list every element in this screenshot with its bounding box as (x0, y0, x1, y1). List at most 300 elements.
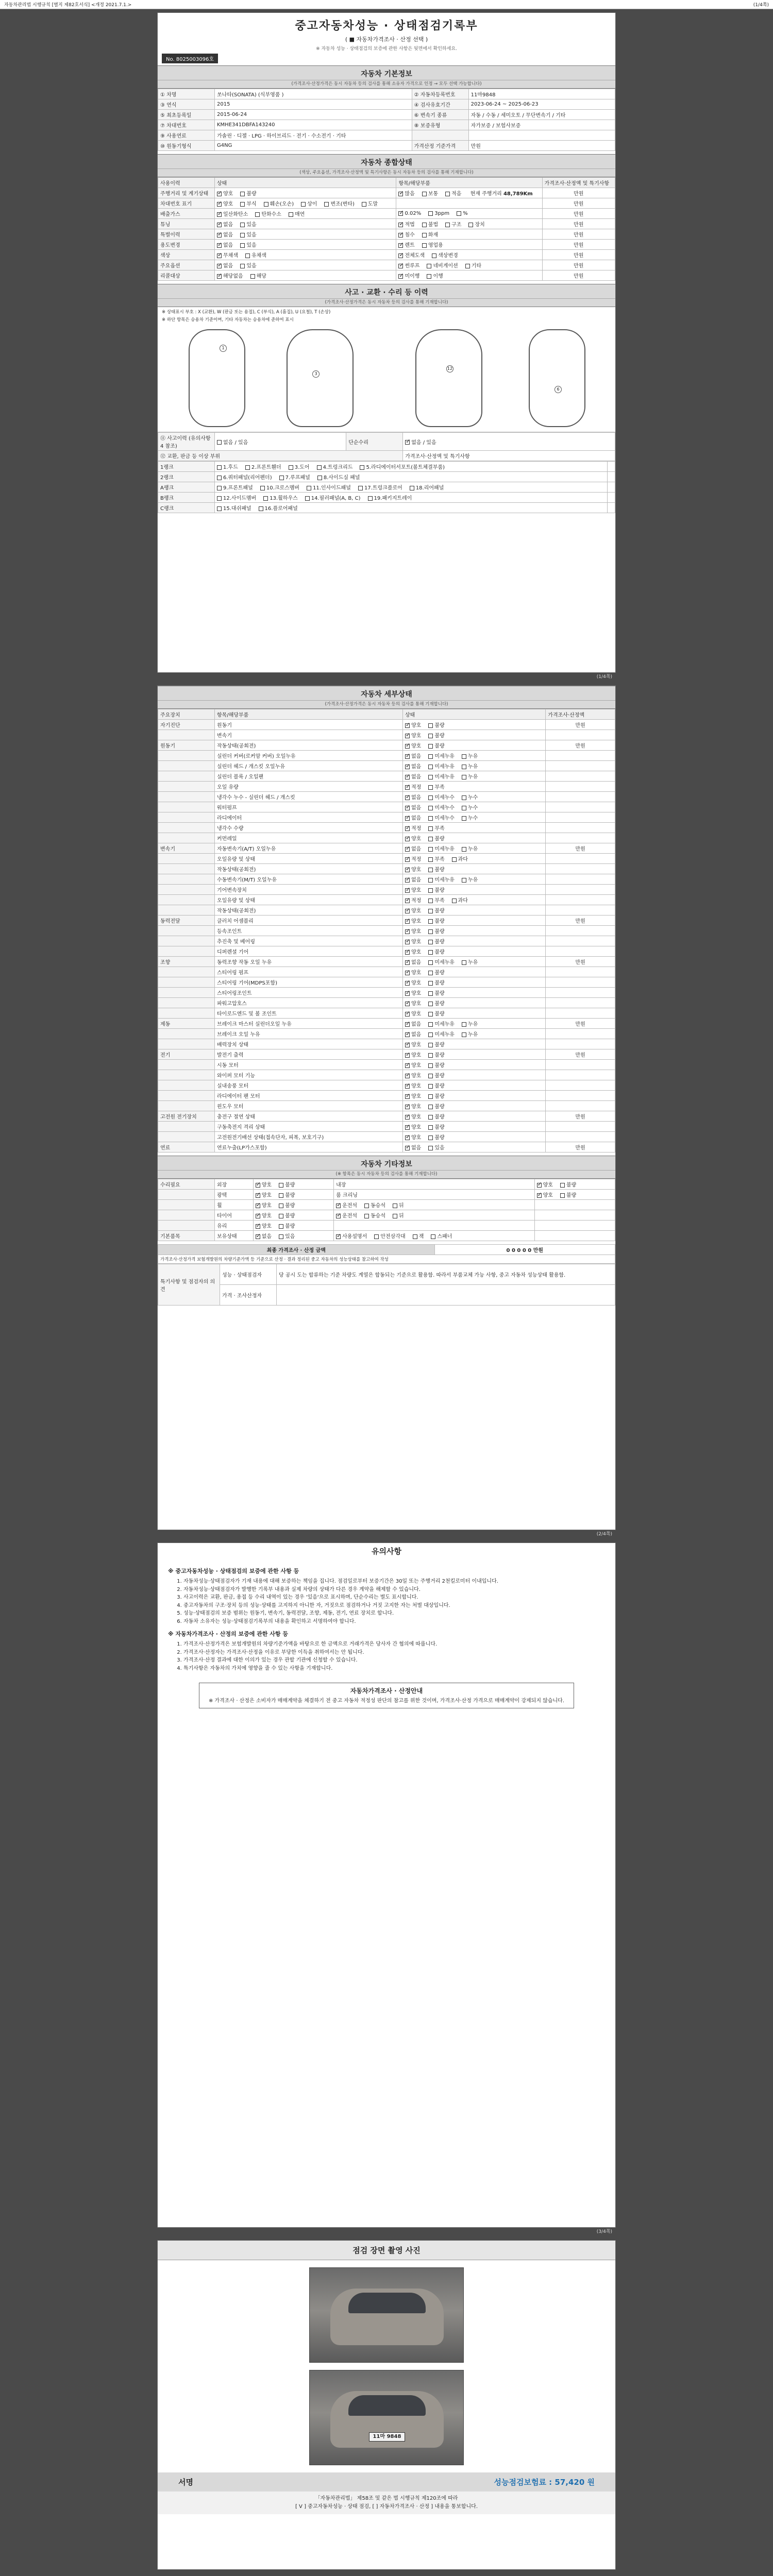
checkbox[interactable] (240, 192, 245, 196)
checkbox[interactable] (405, 909, 410, 913)
device-item: 타이로드엔드 및 볼 조인트 (215, 1008, 403, 1019)
checkbox[interactable] (398, 253, 403, 258)
notice-item: 4. 중고자동차의 구조·장치 등의 성능·상태를 고지하지 아니한 자, 거짓으로 점검하거나 거짓 고지한 자는 처벌 대상입니다. (183, 1602, 598, 1610)
checkbox[interactable] (405, 1094, 410, 1099)
checkbox[interactable] (336, 1214, 341, 1218)
device-state (402, 998, 545, 1008)
caution-body (158, 1557, 615, 1677)
field-label: ⑦ 차대번호 (158, 120, 215, 130)
checkbox[interactable] (217, 274, 222, 279)
option-label: 양호 (411, 1104, 422, 1110)
field-label: ⑧ 보증유형 (412, 120, 468, 130)
checkbox[interactable] (324, 202, 329, 207)
checkbox[interactable] (428, 1074, 433, 1078)
checkbox[interactable] (428, 744, 433, 749)
device-group: 자기진단 (158, 720, 215, 730)
device-item: 배력장치 상태 (215, 1039, 403, 1049)
detail-row (158, 1049, 615, 1060)
checkbox[interactable] (263, 496, 268, 501)
checkbox[interactable] (427, 274, 431, 279)
field-label: ⑨ 사용연료 (158, 130, 215, 141)
checkbox[interactable] (428, 723, 433, 728)
checkbox[interactable] (428, 1105, 433, 1109)
checkbox[interactable] (537, 1193, 542, 1198)
option-label: 미세누유 (434, 846, 455, 852)
summary-note: 만원 (542, 209, 615, 219)
checkbox[interactable] (240, 233, 245, 238)
option-label: 미세누수 (434, 795, 455, 801)
checkbox[interactable] (398, 211, 403, 216)
summary-heading: 자동차 종합상태 (158, 154, 615, 169)
option-label: 누수 (467, 805, 478, 811)
checkbox[interactable] (428, 857, 433, 862)
special-notes-table (158, 1264, 615, 1306)
checkbox[interactable] (279, 1183, 283, 1188)
summary-key: 주행거리 및 계기상태 (158, 188, 215, 198)
device-state (402, 751, 545, 761)
detail-row (158, 998, 615, 1008)
checkbox[interactable] (445, 192, 450, 196)
checkbox[interactable] (405, 826, 410, 831)
checkbox[interactable] (358, 486, 363, 490)
device-item: 브레이크 오일 누유 (215, 1029, 403, 1039)
price-subheading: ※ 자동차가격조사 · 산정의 보증에 관한 사항 등 (168, 1631, 288, 1638)
detail-row (158, 761, 615, 771)
checkbox[interactable] (462, 765, 466, 769)
checkbox[interactable] (428, 785, 433, 790)
checkbox[interactable] (428, 806, 433, 810)
device-price (546, 1029, 615, 1039)
checkbox[interactable] (428, 878, 433, 883)
checkbox[interactable] (405, 1105, 410, 1109)
checkbox[interactable] (289, 465, 293, 470)
checkbox[interactable] (217, 506, 222, 511)
checkbox[interactable] (301, 202, 306, 207)
option-label: 누유 (467, 754, 478, 759)
device-group (158, 802, 215, 812)
checkbox[interactable] (462, 816, 466, 821)
checkbox[interactable] (405, 744, 410, 749)
device-price (546, 874, 615, 885)
checkbox[interactable] (428, 847, 433, 852)
checkbox[interactable] (462, 806, 466, 810)
device-state (402, 761, 545, 771)
checkbox[interactable] (368, 496, 373, 501)
insurance-fee: 성능점검보험료 : 57,420 원 (494, 2478, 595, 2487)
checkbox[interactable] (398, 192, 403, 196)
detail-row (158, 771, 615, 782)
checkbox[interactable] (405, 1115, 410, 1120)
option-label: 양호 (411, 1042, 422, 1048)
accident-history-label: ⑪ 사고이력 (유의사항 4 참조) (158, 433, 215, 451)
mileage-label: 현재 주행거리 (468, 191, 503, 197)
checkbox[interactable] (462, 960, 466, 965)
checkbox[interactable] (405, 1043, 410, 1047)
option-label: 탄화수소 (261, 212, 281, 217)
option-label: 적법 (405, 222, 415, 228)
device-state (402, 967, 545, 977)
checkbox[interactable] (317, 465, 322, 470)
part-label: 19.패키지트레이 (374, 496, 412, 501)
checkbox[interactable] (405, 754, 410, 759)
checkbox[interactable] (432, 253, 436, 258)
photo-heading: 점검 장면 촬영 사진 (158, 2241, 615, 2260)
checkbox[interactable] (405, 1084, 410, 1089)
checkbox[interactable] (428, 837, 433, 841)
other-state (253, 1200, 333, 1210)
checkbox[interactable] (560, 1193, 565, 1198)
checkbox[interactable] (452, 899, 457, 903)
checkbox[interactable] (462, 847, 466, 852)
rank-label: B랭크 (158, 493, 215, 503)
option-label: 미세누수 (434, 805, 455, 811)
checkbox[interactable] (428, 1053, 433, 1058)
checkbox[interactable] (240, 264, 245, 268)
checkbox[interactable] (405, 734, 410, 738)
checkbox[interactable] (259, 506, 263, 511)
checkbox[interactable] (462, 754, 466, 759)
checkbox[interactable] (260, 486, 265, 490)
checkbox[interactable] (428, 960, 433, 965)
option-label: 운전석 (342, 1203, 358, 1209)
device-group (158, 1070, 215, 1080)
checkbox[interactable] (336, 1204, 341, 1208)
device-item: 오일 유량 (215, 782, 403, 792)
checkbox[interactable] (305, 496, 310, 501)
checkbox[interactable] (405, 1012, 410, 1016)
checkbox[interactable] (428, 1002, 433, 1006)
checkbox[interactable] (405, 899, 410, 903)
checkbox[interactable] (256, 1224, 260, 1229)
checkbox[interactable] (462, 1022, 466, 1027)
summary-note: 만원 (542, 188, 615, 198)
checkbox[interactable] (405, 795, 410, 800)
checkbox[interactable] (537, 1183, 542, 1188)
checkbox[interactable] (398, 223, 403, 227)
checkbox[interactable] (428, 1032, 433, 1037)
checkbox[interactable] (428, 991, 433, 996)
checkbox[interactable] (217, 465, 222, 470)
checkbox[interactable] (279, 1204, 283, 1208)
checkbox[interactable] (336, 1234, 341, 1239)
checkbox[interactable] (240, 243, 245, 248)
rank-row (158, 482, 615, 493)
part-label: 5.라디에이터서포트(볼트체결부품) (366, 465, 445, 470)
checkbox[interactable] (422, 233, 427, 238)
field-value: 2015 (215, 99, 412, 110)
summary-note: 만원 (542, 240, 615, 250)
checkbox[interactable] (405, 1063, 410, 1068)
checkbox[interactable] (428, 950, 433, 955)
other-group: 수리필요 (158, 1179, 215, 1190)
checkbox[interactable] (240, 202, 245, 207)
other-item-2 (334, 1221, 535, 1231)
checkbox[interactable] (428, 909, 433, 913)
checkbox[interactable] (405, 1074, 410, 1078)
checkbox[interactable] (398, 233, 403, 238)
checkbox[interactable] (245, 253, 250, 258)
checkbox[interactable] (422, 243, 427, 248)
checkbox[interactable] (428, 1022, 433, 1027)
checkbox[interactable] (428, 775, 433, 779)
checkbox[interactable] (428, 940, 433, 944)
checkbox[interactable] (217, 233, 222, 238)
checkbox[interactable] (405, 868, 410, 872)
checkbox[interactable] (364, 1214, 369, 1218)
checkbox[interactable] (405, 919, 410, 924)
checkbox[interactable] (428, 1146, 433, 1150)
checkbox[interactable] (413, 1234, 417, 1239)
checkbox[interactable] (217, 253, 222, 258)
option-label: 양호 (411, 836, 422, 842)
checkbox[interactable] (410, 486, 414, 490)
field-value: G4NG (215, 141, 412, 151)
part-label: 12.사이드멤버 (223, 496, 257, 501)
checkbox[interactable] (405, 847, 410, 852)
notice-item: 3. 사고이력은 교환, 판금, 용접 등 수리 내역이 있는 경우 '있음'으로 표시하며, 단순수리는 별도 표시합니다. (183, 1594, 598, 1602)
checkbox[interactable] (405, 1146, 410, 1150)
checkbox[interactable] (279, 1224, 283, 1229)
option-label: 스패너 (437, 1234, 452, 1240)
checkbox[interactable] (405, 940, 410, 944)
checkbox[interactable] (428, 981, 433, 986)
checkbox[interactable] (457, 211, 461, 216)
checkbox[interactable] (256, 1193, 260, 1198)
notice-item: 3. 가격조사·산정 결과에 대한 이의가 있는 경우 관할 기관에 신청할 수 있습니다. (183, 1656, 598, 1665)
device-group (158, 967, 215, 977)
checkbox[interactable] (428, 754, 433, 759)
checkbox[interactable] (405, 806, 410, 810)
option-label: 안전삼각대 (380, 1234, 406, 1240)
checkbox[interactable] (279, 1234, 283, 1239)
checkbox[interactable] (405, 929, 410, 934)
option-label: 불량 (434, 888, 445, 893)
checkbox[interactable] (462, 775, 466, 779)
option-label: 불량 (434, 929, 445, 935)
checkbox[interactable] (217, 202, 222, 207)
option-label: 없음 (411, 816, 422, 821)
checkbox[interactable] (405, 981, 410, 986)
checkbox[interactable] (393, 1204, 397, 1208)
checkbox[interactable] (428, 1125, 433, 1130)
part-label: 4.트렁크리드 (323, 465, 353, 470)
option-label: 적정 (411, 785, 422, 790)
checkbox[interactable] (428, 1115, 433, 1120)
checkbox[interactable] (264, 202, 268, 207)
checkbox[interactable] (317, 476, 322, 480)
basic-info-row (158, 120, 615, 130)
checkbox[interactable] (427, 264, 431, 268)
checkbox[interactable] (405, 1125, 410, 1130)
checkbox[interactable] (217, 476, 222, 480)
checkbox[interactable] (217, 486, 222, 490)
checkbox[interactable] (428, 816, 433, 821)
checkbox[interactable] (428, 868, 433, 872)
checkbox[interactable] (398, 243, 403, 248)
other-item-2: 룸 크리닝 (334, 1190, 535, 1200)
checkbox[interactable] (374, 1234, 379, 1239)
checkbox[interactable] (428, 765, 433, 769)
checkbox[interactable] (405, 991, 410, 996)
checkbox[interactable] (445, 223, 450, 227)
checkbox[interactable] (245, 465, 250, 470)
checkbox[interactable] (462, 878, 466, 883)
device-state (402, 1008, 545, 1019)
checkbox[interactable] (405, 785, 410, 790)
option-label: 있음 (246, 232, 257, 238)
checkbox[interactable] (405, 878, 410, 883)
checkbox[interactable] (217, 223, 222, 227)
other-note: (※ 항목은 동시 자동차 등의 검사를 통해 기재합니다) (158, 1171, 615, 1179)
checkbox[interactable] (255, 212, 260, 217)
checkbox[interactable] (405, 888, 410, 893)
final-price-table (158, 1244, 615, 1264)
checkbox[interactable] (452, 857, 457, 862)
checkbox[interactable] (279, 1214, 283, 1218)
checkbox[interactable] (428, 795, 433, 800)
device-group: 고전원 전기장치 (158, 1111, 215, 1122)
device-price (546, 782, 615, 792)
checkbox[interactable] (428, 971, 433, 975)
checkbox[interactable] (405, 950, 410, 955)
summary-table (158, 177, 615, 281)
option-label: 해당없음 (223, 274, 243, 279)
car-frame-diagram (415, 329, 482, 427)
checkbox[interactable] (405, 1053, 410, 1058)
checkbox[interactable] (362, 202, 366, 207)
checkbox[interactable] (217, 496, 222, 501)
checkbox[interactable] (256, 1214, 260, 1218)
detail-row (158, 740, 615, 751)
checkbox[interactable] (279, 476, 284, 480)
checkbox[interactable] (428, 1094, 433, 1099)
checkbox[interactable] (405, 1022, 410, 1027)
field-label: ② 자동차등록번호 (412, 89, 468, 99)
checkbox[interactable] (428, 211, 433, 216)
checkbox[interactable] (428, 1063, 433, 1068)
checkbox[interactable] (422, 192, 427, 196)
summary-item (396, 209, 542, 219)
device-price (546, 1122, 615, 1132)
checkbox[interactable] (307, 486, 311, 490)
checkbox[interactable] (405, 723, 410, 728)
other-group (158, 1200, 215, 1210)
option-label: 불량 (285, 1224, 295, 1229)
checkbox[interactable] (428, 888, 433, 893)
checkbox[interactable] (398, 274, 403, 279)
checkbox[interactable] (393, 1214, 397, 1218)
checkbox[interactable] (279, 1193, 283, 1198)
device-price (546, 885, 615, 895)
option-label: 불량 (434, 867, 445, 873)
checkbox[interactable] (405, 837, 410, 841)
option-label: 화재 (428, 232, 439, 238)
checkbox[interactable] (428, 929, 433, 934)
checkbox[interactable] (405, 1136, 410, 1140)
option-label: 많음 (405, 191, 415, 197)
detail-note: (가격조사·산정가격은 동시 자동차 등의 검사를 통해 기재합니다) (158, 701, 615, 709)
option-label: 양호 (411, 723, 422, 728)
device-state (402, 905, 545, 916)
checkbox[interactable] (462, 795, 466, 800)
summary-item (396, 250, 542, 260)
option-label: 과다 (458, 898, 468, 904)
detail-row (158, 936, 615, 946)
checkbox[interactable] (428, 919, 433, 924)
checkbox[interactable] (217, 212, 222, 217)
checkbox[interactable] (428, 1136, 433, 1140)
checkbox[interactable] (405, 1032, 410, 1037)
checkbox[interactable] (250, 274, 255, 279)
part-label: 6.쿼터패널(리어펜더) (223, 475, 272, 481)
checkbox[interactable] (405, 1002, 410, 1006)
checkbox[interactable] (405, 857, 410, 862)
checkbox[interactable] (398, 264, 403, 268)
checkbox[interactable] (240, 223, 245, 227)
checkbox[interactable] (217, 243, 222, 248)
checkbox[interactable] (428, 734, 433, 738)
detail-row (158, 1142, 615, 1153)
checkbox[interactable] (465, 264, 470, 268)
checkbox[interactable] (405, 816, 410, 821)
summary-state (215, 260, 396, 270)
checkbox[interactable] (405, 971, 410, 975)
checkbox[interactable] (405, 775, 410, 779)
device-price (546, 1039, 615, 1049)
summary-key: 주요옵션 (158, 260, 215, 270)
option-label: 없음 (411, 1032, 422, 1038)
device-item: 냉각수 수량 (215, 823, 403, 833)
checkbox[interactable] (289, 212, 293, 217)
checkbox[interactable] (256, 1204, 260, 1208)
checkbox[interactable] (560, 1183, 565, 1188)
other-row (158, 1231, 615, 1241)
checkbox[interactable] (428, 1084, 433, 1089)
checkbox[interactable] (462, 1032, 466, 1037)
final-price-note: 가격조사·산정가격 보험개발원의 차량기준가액 등 기준으로 산정 · 결과 정리된 중고 자동차의 성능상태를 참고하여 작성 (158, 1255, 615, 1264)
checkbox[interactable] (468, 223, 473, 227)
device-group (158, 854, 215, 864)
checkbox[interactable] (428, 899, 433, 903)
detail-row (158, 946, 615, 957)
checkbox[interactable] (364, 1204, 369, 1208)
field-value: 11마9848 (468, 89, 615, 99)
checkbox[interactable] (428, 1012, 433, 1016)
checkbox[interactable] (428, 1043, 433, 1047)
checkbox[interactable] (256, 1183, 260, 1188)
checkbox[interactable] (422, 223, 427, 227)
part-label: 3.도어 (294, 465, 310, 470)
option-label: 사용설명서 (342, 1234, 367, 1240)
device-state (402, 802, 545, 812)
checkbox[interactable] (360, 465, 364, 470)
option-label: 없음 (411, 795, 422, 801)
checkbox[interactable] (217, 264, 222, 268)
checkbox[interactable] (405, 765, 410, 769)
checkbox[interactable] (405, 960, 410, 965)
checkbox[interactable] (428, 826, 433, 831)
summary-row (158, 229, 615, 240)
device-group (158, 874, 215, 885)
checkbox[interactable] (431, 1234, 435, 1239)
device-state (402, 854, 545, 864)
device-group (158, 1080, 215, 1091)
option-label: 훼손(오손) (270, 201, 294, 207)
option-label: 양호 (411, 743, 422, 749)
checkbox[interactable] (217, 192, 222, 196)
checkbox[interactable] (256, 1234, 260, 1239)
device-state (402, 1039, 545, 1049)
